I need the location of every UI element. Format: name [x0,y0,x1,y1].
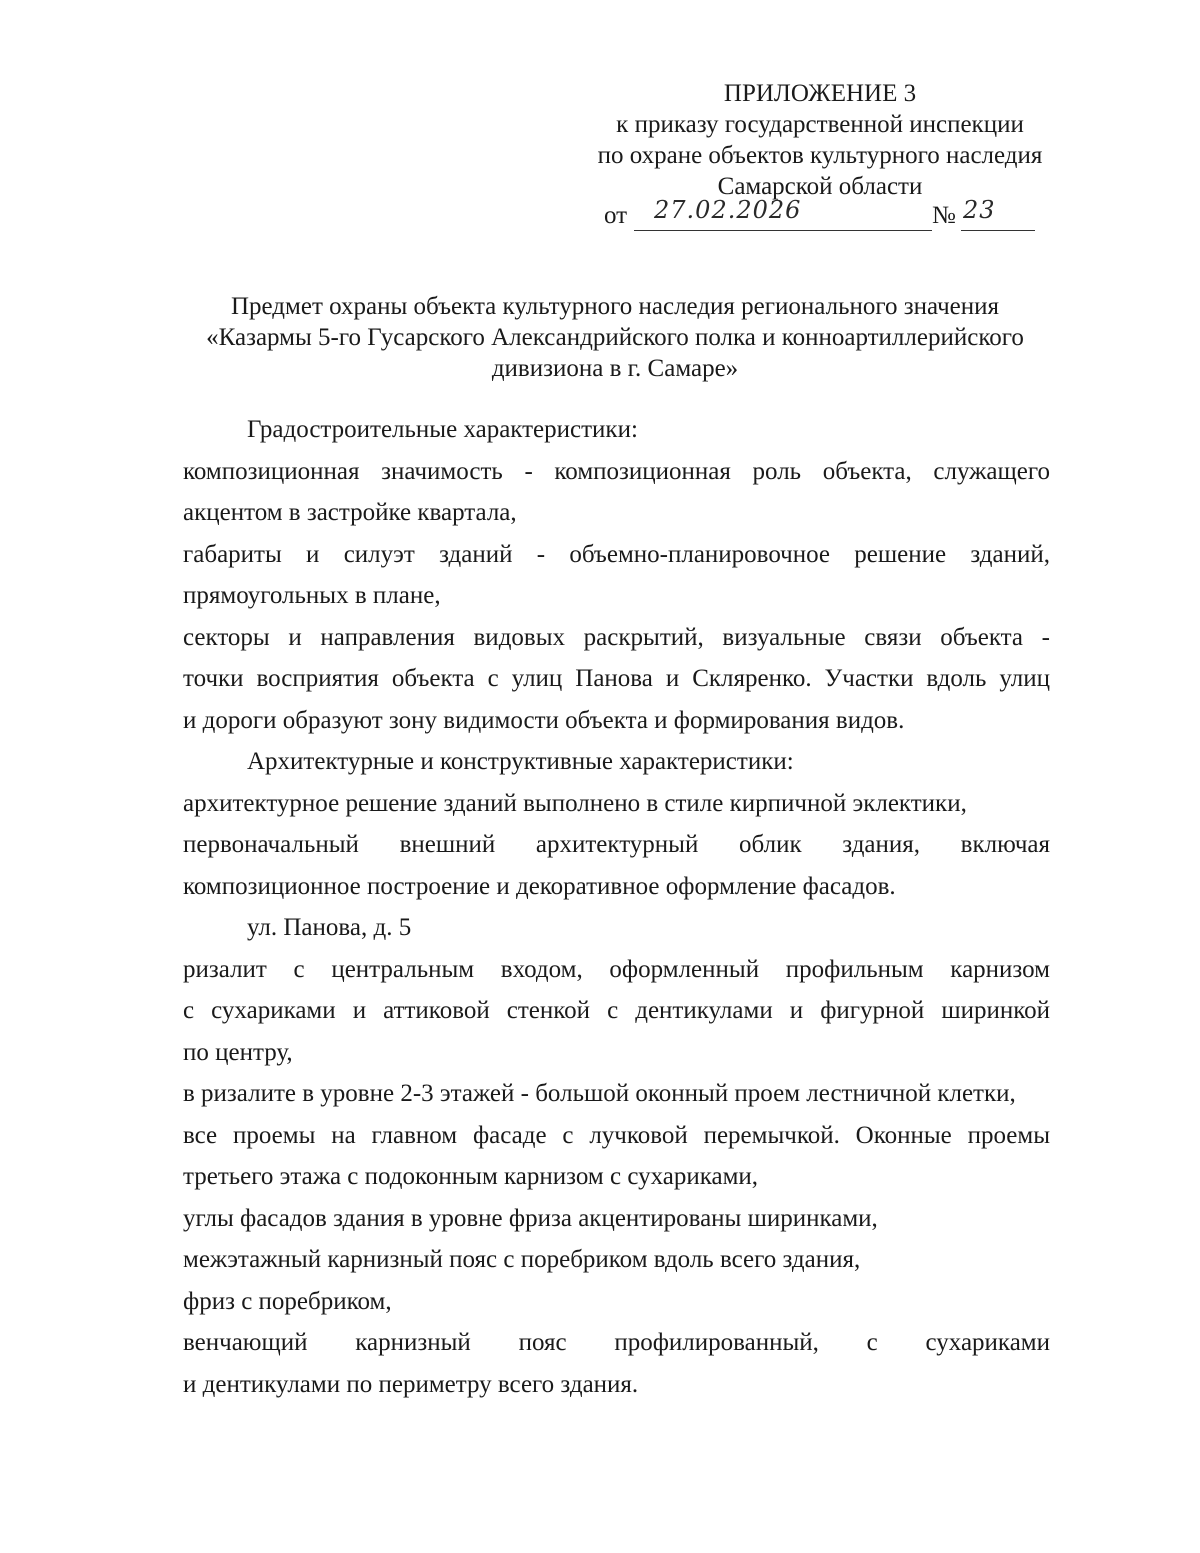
paragraph-line: и дороги образуют зону видимости объекта и формирования видов. [183,706,905,734]
paragraph-line: венчающий карнизный пояс профилированный, с сухариками [183,1329,1050,1356]
address-heading [183,907,1050,949]
paragraph-line: ризалит с центральным входом, оформленный профильным карнизом [183,955,1050,983]
handwritten-number: 23 [963,196,996,224]
paragraph-line: секторы и направления видовых раскрытий, визуальные связи объекта - [183,623,1050,651]
interfloor-cornice-paragraph [183,1239,1050,1281]
address-heading-text: ул. Панова, д. 5 [247,914,412,941]
arch-appearance-paragraph [183,824,1050,907]
crowning-cornice-paragraph [183,1322,1050,1405]
appendix-line-3: Самарской области [717,173,923,200]
paragraph-line: все проемы на главном фасаде с лучковой перемычкой. Оконные проемы [183,1121,1050,1149]
paragraph-line: габариты и силуэт зданий - объемно-планировочное решение зданий, [183,540,1050,568]
arch-heading-text: Архитектурные и конструктивные характеристики: [247,748,794,775]
order-date-number-line [604,196,1044,234]
document-title [120,291,1110,384]
number-label: № [932,202,956,229]
appendix-line-2: по охране объектов культурного наследия [597,142,1043,169]
corners-paragraph [183,1198,1050,1240]
openings-paragraph [183,1115,1050,1198]
paragraph-line: точки восприятия объекта с улиц Панова и Скляренко. Участки вдоль улиц [183,665,1050,692]
handwritten-date: 27.02.2026 [654,196,802,224]
paragraph-line: углы фасадов здания в уровне фриза акцентированы ширинками, [183,1204,878,1232]
paragraph-line: первоначальный внешний архитектурный облик здания, включая [183,831,1050,858]
paragraph-line: с сухариками и аттиковой стенкой с дентикулами и фигурной ширинкой [183,997,1050,1024]
arch-style-paragraph [183,783,1050,825]
paragraph-line: прямоугольных в плане, [183,582,441,609]
paragraph-line: и дентикулами по периметру всего здания. [183,1370,639,1398]
appendix-line-1: к приказу государственной инспекции [616,111,1024,138]
urban-heading-text: Градостроительные характеристики: [247,416,638,443]
appendix-title: ПРИЛОЖЕНИЕ 3 [723,80,917,107]
urban-composition-paragraph [183,451,1050,534]
number-field [961,196,1035,231]
paragraph-line: фриз с поребриком, [183,1287,392,1315]
urban-views-paragraph [183,617,1050,742]
document-body [183,409,1050,1405]
paragraph-line: межэтажный карнизный пояс с поребриком вдоль всего здания, [183,1246,861,1273]
paragraph-line: архитектурное решение зданий выполнено в стиле кирпичной эклектики, [183,789,967,817]
paragraph-line: третьего этажа с подоконным карнизом с сухариками, [183,1163,759,1190]
from-label: от [604,202,628,229]
title-line-3: дивизиона в г. Самаре» [491,355,739,382]
appendix-header [560,78,1080,202]
date-field [634,196,932,231]
risalit-paragraph [183,949,1050,1074]
arch-heading [183,741,1050,783]
staircase-window-paragraph [183,1073,1050,1115]
urban-heading [183,409,1050,451]
title-line-1: Предмет охраны объекта культурного наследия регионального значения [230,293,1000,320]
urban-dimensions-paragraph [183,534,1050,617]
paragraph-line: акцентом в застройке квартала, [183,499,517,526]
paragraph-line: в ризалите в уровне 2-3 этажей - большой оконный проем лестничной клетки, [183,1080,1016,1107]
paragraph-line: по центру, [183,1038,293,1066]
paragraph-line: композиционное построение и декоративное оформление фасадов. [183,872,896,900]
paragraph-line: композиционная значимость - композиционная роль объекта, служащего [183,457,1050,485]
title-line-2: «Казармы 5-го Гусарского Александрийского полка и конноартиллерийского [206,324,1024,351]
frieze-paragraph [183,1281,1050,1323]
